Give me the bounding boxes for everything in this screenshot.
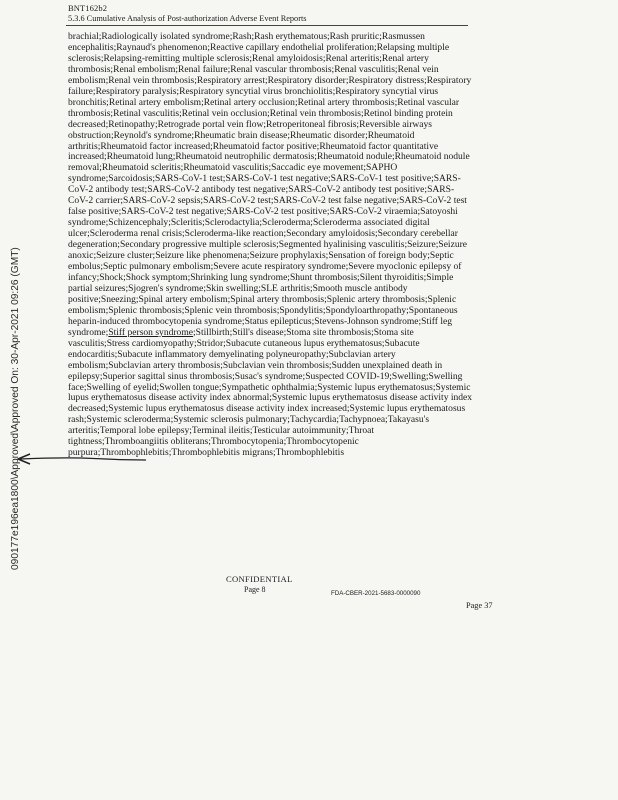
document-id: BNT162b2 <box>68 3 108 13</box>
term-text-after: ;Stillbirth;Still's disease;Stoma site thrombosis;Stoma site vasculitis;Stress cardiomyopathy;Stridor;Subacute cutaneous lupus erythematosus;Subacute endocarditis;Subacute inflammatory demyelinating polyneuropathy;Subclavian artery embolism;Subclavian artery thrombosis;Subclavian vein thrombosis;Sudden unexplained death in epilepsy;Superior sagittal sinus thrombosis;Susac's syndrome;Suspected COVID-19;Swelling;Swelling face;Swelling of eyelid;Swollen tongue;Sympathetic ophthalmia;Systemic lupus erythematosus;Systemic lupus erythematosus disease activity index abnormal;Systemic lupus erythematosus disease activity index decreased;Systemic lupus erythematosus disease activity index increased;Systemic lupus erythematosus rash;Systemic scleroderma;Systemic sclerosis pulmonary;Tachycardia;Tachypnoea;Takayasu's arteritis;Temporal lobe epilepsy;Terminal ileitis;Testicular autoimmunity;Throat tightness;Thromboangiitis obliterans;Thrombocytopenia;Thrombocytopenic purpura;Thrombophlebitis;Thrombophlebitis migrans;Thrombophlebitis <box>68 326 473 459</box>
approval-stamp: 090177e196ea1800\Approved\Approved On: 30-Apr-2021 09:26 (GMT) <box>10 247 21 570</box>
term-text-before: brachial;Radiologically isolated syndrome;Rash;Rash erythematous;Rash pruritic;Rasmussen encephalitis;Raynaud's phenomenon;Reactive capillary endothelial proliferation;Relapsing multiple sclerosis;Relapsing-remitting multiple sclerosis;Renal amyloidosis;Renal arteritis;Renal artery thrombosis;Renal embolism;Renal failure;Renal vascular thrombosis;Renal vasculitis;Renal vein embolism;Renal vein thrombosis;Respiratory arrest;Respiratory disorder;Respiratory distress;Respiratory failure;Respiratory paralysis;Respiratory syncytial virus bronchiolitis;Respiratory syncytial virus bronchitis;Retinal artery embolism;Retinal artery occlusion;Retinal artery thrombosis;Retinal vascular thrombosis;Retinal vasculitis;Retinal vein occlusion;Retinal vein thrombosis;Retinol binding protein decreased;Retinopathy;Retrograde portal vein flow;Retroperitoneal fibrosis;Reversible airways obstruction;Reynold's syndrome;Rheumatic brain disease;Rheumatic disorder;Rheumatoid arthritis;Rheumatoid factor increased;Rheumatoid factor positive;Rheumatoid factor quantitative increased;Rheumatoid lung;Rheumatoid neutrophilic dermatosis;Rheumatoid nodule;Rheumatoid nodule removal;Rheumatoid scleritis;Rheumatoid vasculitis;Saccadic eye movement;SAPHO syndrome;Sarcoidosis;SARS-CoV-1 test;SARS-CoV-1 test negative;SARS-CoV-1 test positive;SARS-CoV-2 antibody test;SARS-CoV-2 antibody test negative;SARS-CoV-2 antibody test positive;SARS-CoV-2 carrier;SARS-CoV-2 sepsis;SARS-CoV-2 test;SARS-CoV-2 test false negative;SARS-CoV-2 test false positive;SARS-CoV-2 test negative;SARS-CoV-2 test positive;SARS-CoV-2 viraemia;Satoyoshi syndrome;Schizencephaly;Scleritis;Sclerodactylia;Scleroderma;Scleroderma associated digital ulcer;Scleroderma renal crisis;Scleroderma-like reaction;Secondary amyloidosis;Secondary cerebellar degeneration;Secondary progressive multiple sclerosis;Segmented hyalinising vasculitis;Seizure;Seizure anoxic;Seizure cluster;Seizure like phenomena;Seizure prophylaxis;Sensation of foreign body;Septic embolus;Septic pulmonary embolism;Severe acute respiratory syndrome;Severe myoclonic epilepsy of infancy;Shock;Shock symptom;Shrinking lung syndrome;Shunt thrombosis;Silent thyroiditis;Simple partial seizures;Sjogren's syndrome;Skin swelling;SLE arthritis;Smooth muscle antibody positive;Sneezing;Spinal artery embolism;Spinal artery thrombosis;Splenic artery thrombosis;Splenic embolism;Splenic thrombosis;Splenic vein thrombosis;Spondylitis;Spondyloarthropathy;Spontaneous heparin-induced thrombocytopenia syndrome;Status epilepticus;Stevens-Johnson syndrome;Stiff leg syndrome; <box>68 31 472 338</box>
handwritten-arrow-icon <box>14 452 148 466</box>
section-title: 5.3.6 Cumulative Analysis of Post-authorization Adverse Event Reports <box>68 14 307 23</box>
highlighted-term: Stiff person syndrome <box>108 326 193 338</box>
fda-document-number: FDA-CBER-2021-5683-0000090 <box>331 590 421 597</box>
header-divider <box>66 25 468 26</box>
confidential-label: CONFIDENTIAL <box>226 574 293 584</box>
page-number: Page 37 <box>466 601 493 610</box>
page-label: Page 8 <box>244 585 266 594</box>
adverse-event-term-list <box>68 32 474 459</box>
